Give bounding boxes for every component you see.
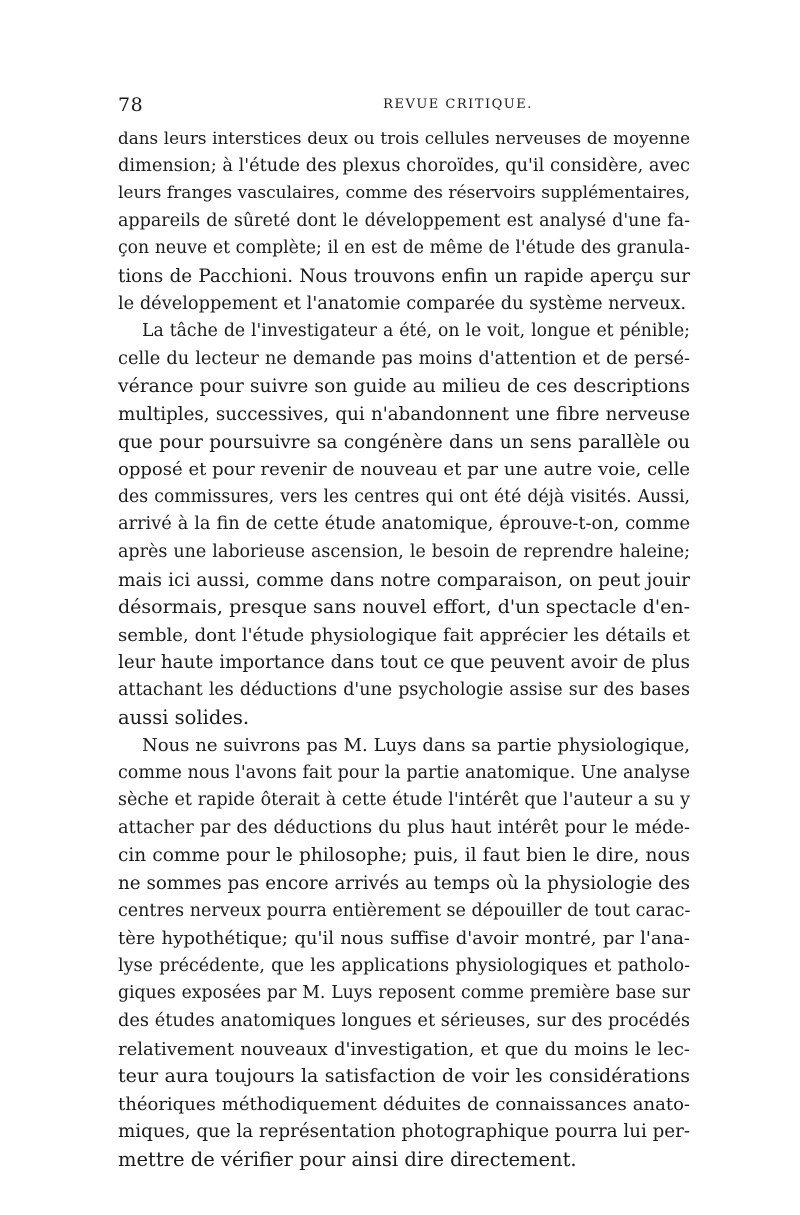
text-line: tions de Pacchioni. Nous trouvons enfin un rapide aperçu sur bbox=[118, 265, 690, 287]
text-line: mettre de vérifier pour ainsi dire directement. bbox=[118, 1147, 577, 1171]
text-line: mais ici aussi, comme dans notre comparaison, on peut jouir bbox=[118, 569, 690, 591]
text-line: attacher par des déductions du plus haut intérêt pour le méde- bbox=[118, 817, 690, 838]
paragraph-1 bbox=[118, 125, 690, 318]
text-line: théoriques méthodiquement déduites de connaissances anato- bbox=[118, 1093, 690, 1115]
running-title: REVUE CRITIQUE. bbox=[383, 97, 533, 112]
text-line: centres nerveux pourra entièrement se dépouiller de tout carac- bbox=[118, 900, 691, 921]
text-line: Nous ne suivrons pas M. Luys dans sa partie physiologique, bbox=[142, 735, 690, 757]
body-text bbox=[118, 125, 690, 1174]
text-line: teur aura toujours la satisfaction de voir les considérations bbox=[118, 1065, 690, 1088]
text-line: le développement et l'anatomie comparée du système nerveux. bbox=[118, 293, 687, 314]
running-head bbox=[118, 92, 688, 122]
text-line: celle du lecteur ne demande pas moins d'attention et de persé- bbox=[118, 348, 690, 369]
text-line: dimension; à l'étude des plexus choroïdes, qu'il considère, avec bbox=[118, 155, 690, 176]
text-line: relativement nouveaux d'investigation, et que du moins le lec- bbox=[118, 1038, 690, 1060]
text-line: miques, que la représentation photographique pourra lui per- bbox=[118, 1121, 690, 1143]
text-line: arrivé à la fin de cette étude anatomique, éprouve-t-on, comme bbox=[118, 514, 690, 535]
text-line: giques exposées par M. Luys reposent comme première base sur bbox=[118, 983, 690, 1004]
text-line: semble, dont l'étude physiologique fait apprécier les détails et bbox=[118, 624, 690, 646]
text-line: ne sommes pas encore arrivés au temps où la physiologie des bbox=[118, 873, 690, 895]
text-line: leurs franges vasculaires, comme des réservoirs supplémentaires, bbox=[118, 183, 690, 204]
text-line: comme nous l'avons fait pour la partie anatomique. Une analyse bbox=[118, 762, 690, 783]
text-line: après une laborieuse ascension, le besoin de reprendre haleine; bbox=[118, 541, 690, 562]
text-line: tère hypothétique; qu'il nous suffise d'avoir montré, par l'ana- bbox=[118, 928, 690, 950]
text-line: des commissures, vers les centres qui ont été déjà visités. Aussi, bbox=[118, 486, 690, 507]
text-line: dans leurs interstices deux ou trois cellules nerveuses de moyenne bbox=[118, 128, 690, 148]
text-line: des études anatomiques longues et sérieuses, sur des procédés bbox=[118, 1011, 690, 1031]
text-line: çon neuve et complète; il en est de même de l'étude des granula- bbox=[118, 238, 690, 259]
text-line: que pour poursuivre sa congénère dans un sens parallèle ou bbox=[118, 431, 690, 453]
paragraph-3 bbox=[118, 732, 690, 1174]
text-line: appareils de sûreté dont le développement est analysé d'une fa- bbox=[118, 210, 690, 231]
text-line: lyse précédente, que les applications physiologiques et patholo- bbox=[118, 955, 690, 976]
text-line: sèche et rapide ôterait à cette étude l'intérêt que l'auteur a su y bbox=[118, 790, 690, 811]
text-line: vérance pour suivre son guide au milieu de ces descriptions bbox=[118, 376, 690, 398]
text-line: La tâche de l'investigateur a été, on le voit, longue et pénible; bbox=[142, 321, 690, 342]
page-number: 78 bbox=[118, 94, 144, 116]
text-line: aussi solides. bbox=[118, 706, 250, 730]
paragraph-2 bbox=[118, 318, 690, 732]
text-line: leur haute importance dans tout ce que peuvent avoir de plus bbox=[118, 652, 690, 674]
text-line: opposé et pour revenir de nouveau et par une autre voie, celle bbox=[118, 459, 690, 481]
text-line: désormais, presque sans nouvel effort, d'un spectacle d'en- bbox=[118, 596, 690, 619]
text-line: attachant les déductions d'une psychologie assise sur des bases bbox=[118, 679, 690, 700]
text-line: multiples, successives, qui n'abandonnent une fibre nerveuse bbox=[118, 403, 690, 425]
text-line: cin comme pour le philosophe; puis, il faut bien le dire, nous bbox=[118, 845, 690, 867]
